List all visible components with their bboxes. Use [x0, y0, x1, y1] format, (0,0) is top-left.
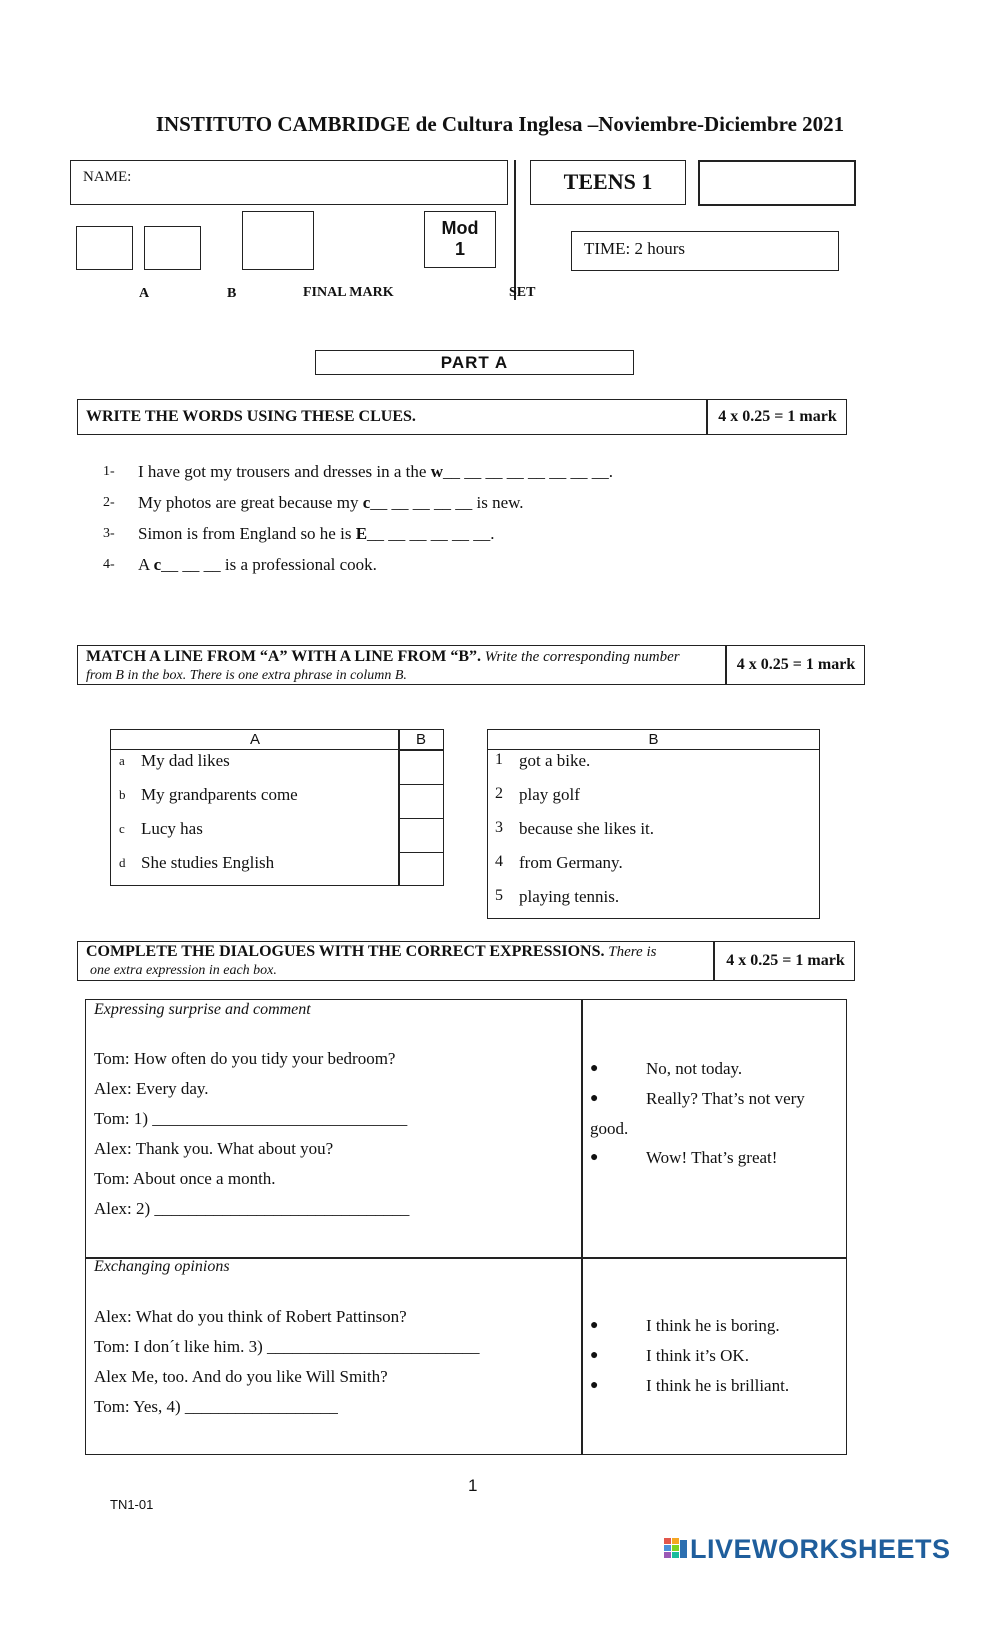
- section3-header: [77, 941, 855, 981]
- bullet-icon: ●: [590, 1091, 599, 1106]
- section1-divider: [706, 400, 708, 434]
- set-input-box[interactable]: [698, 160, 856, 206]
- instruction-italic: one extra expression in each box.: [90, 963, 277, 978]
- section3-mark: 4 x 0.25 = 1 mark: [726, 952, 845, 969]
- brand-name: LIVEWORKSHEETS: [690, 1534, 951, 1564]
- dialogue2-lines: [94, 1302, 480, 1422]
- section1-mark: 4 x 0.25 = 1 mark: [718, 408, 837, 425]
- row-key: d: [119, 855, 126, 870]
- option-text: I think it’s OK.: [646, 1346, 749, 1365]
- bullet-icon: ●: [590, 1378, 599, 1393]
- option-text-wrap: good.: [590, 1119, 629, 1138]
- section1-instruction: WRITE THE WORDS USING THESE CLUES.: [86, 408, 416, 425]
- grid-vertical-divider: [581, 1000, 583, 1454]
- row-text: My dad likes: [141, 751, 230, 770]
- row-text: because she likes it.: [519, 819, 655, 838]
- vertical-divider: [514, 160, 516, 300]
- mod-box: [424, 211, 496, 268]
- name-label: NAME:: [83, 169, 132, 185]
- section2-mark: 4 x 0.25 = 1 mark: [736, 656, 856, 673]
- section1-header: [77, 399, 847, 435]
- row-text: Lucy has: [141, 819, 203, 838]
- instruction-italic: There is: [604, 944, 657, 960]
- dialogue-line[interactable]: Tom: 1) ______________________________: [94, 1109, 408, 1128]
- dialogue1-heading: Expressing surprise and comment: [94, 1001, 311, 1018]
- item-number: 4-: [103, 557, 115, 572]
- label-b: B: [227, 286, 237, 301]
- row-text: got a bike.: [519, 751, 591, 770]
- item-text-before: I have got my trousers and dresses in a the: [138, 462, 431, 481]
- bullet-icon: ●: [590, 1318, 599, 1333]
- row-key: b: [119, 787, 126, 802]
- list-item: [103, 462, 115, 480]
- answer-box-c[interactable]: [398, 818, 444, 853]
- list-item: [103, 555, 115, 573]
- document-code: TN1-01: [110, 1497, 154, 1512]
- section2-header: [77, 645, 865, 685]
- mark-a-box[interactable]: [76, 226, 133, 270]
- row-text: playing tennis.: [519, 887, 620, 906]
- row-text: from Germany.: [519, 853, 623, 872]
- time-box: TIME: 2 hours: [571, 231, 839, 271]
- bullet-icon: ●: [590, 1061, 599, 1076]
- option-text: I think he is boring.: [646, 1316, 780, 1335]
- mark-b-box[interactable]: [144, 226, 201, 270]
- row-key: 4: [495, 853, 503, 870]
- item-number: 2-: [103, 495, 115, 510]
- list-item-text[interactable]: [138, 462, 613, 482]
- row-key: 3: [495, 819, 503, 836]
- item-text-after: __ __ __ __ __ is new.: [370, 493, 524, 512]
- list-item-text[interactable]: [138, 555, 377, 575]
- section2-divider: [725, 646, 727, 684]
- list-item-text[interactable]: [138, 493, 524, 513]
- row-key: c: [119, 821, 125, 836]
- item-text-before: Simon is from England so he is: [138, 524, 356, 543]
- label-final-mark: FINAL MARK: [303, 285, 394, 300]
- dialogue-line: Alex: Every day.: [94, 1079, 209, 1098]
- section3-instruction: [86, 943, 716, 980]
- dialogue-line[interactable]: Tom: I don´t like him. 3) _________________________: [94, 1337, 480, 1356]
- dialogue-line[interactable]: Alex: 2) ______________________________: [94, 1199, 410, 1218]
- item-text-after: __ __ __ __ __ __.: [367, 524, 495, 543]
- instruction-bold: MATCH A LINE FROM “A” WITH A LINE FROM “B”.: [86, 648, 481, 665]
- item-letter: E: [355, 524, 368, 543]
- section2-instruction: [86, 648, 726, 685]
- mod-number: 1: [454, 239, 465, 259]
- option-text: I think he is brilliant.: [646, 1376, 790, 1395]
- name-box[interactable]: [70, 160, 508, 205]
- row-key: a: [119, 753, 125, 768]
- dialogue-line[interactable]: Tom: Yes, 4) __________________: [94, 1397, 338, 1416]
- item-letter: c: [362, 493, 371, 512]
- dialogue-line: Alex: Thank you. What about you?: [94, 1139, 334, 1158]
- brand-logo-icon: [664, 1538, 688, 1560]
- final-mark-box[interactable]: [242, 211, 314, 270]
- instruction-italic: Write the corresponding number: [481, 649, 680, 665]
- col-b-list-header: B: [488, 730, 819, 750]
- option-text: No, not today.: [646, 1059, 743, 1078]
- row-key: 2: [495, 785, 503, 802]
- part-title: PART A: [315, 350, 634, 375]
- dialogue-line: Tom: About once a month.: [94, 1169, 276, 1188]
- dialogue2-heading: Exchanging opinions: [94, 1258, 230, 1275]
- bullet-icon: ●: [590, 1150, 599, 1165]
- item-letter: c: [153, 555, 162, 574]
- col-b-header: B: [399, 730, 443, 750]
- answer-box-a[interactable]: [398, 750, 444, 785]
- row-text: My grandparents come: [141, 785, 298, 804]
- item-letter: w: [430, 462, 443, 481]
- instruction-italic: from B in the box. There is one extra phrase in column B.: [86, 668, 407, 683]
- item-text-before: My photos are great because my: [138, 493, 363, 512]
- answer-box-d[interactable]: [398, 852, 444, 886]
- dialogue1-lines: [94, 1044, 409, 1224]
- row-key: 5: [495, 887, 503, 904]
- mod-label: Mod: [441, 218, 479, 238]
- item-number: 1-: [103, 464, 115, 479]
- row-text: play golf: [519, 785, 580, 804]
- dialogue-line: Alex: What do you think of Robert Pattinson?: [94, 1307, 407, 1326]
- item-text-after: __ __ __ __ __ __ __ __.: [442, 462, 613, 481]
- instruction-bold: COMPLETE THE DIALOGUES WITH THE CORRECT EXPRESSIONS.: [86, 943, 605, 960]
- item-text-after: __ __ __ is a professional cook.: [161, 555, 377, 574]
- page-number: 1: [468, 1476, 478, 1495]
- list-item-text[interactable]: [138, 524, 495, 544]
- row-text: She studies English: [141, 853, 275, 872]
- dialogue-line: Tom: How often do you tidy your bedroom?: [94, 1049, 396, 1068]
- row-key: 1: [495, 751, 503, 768]
- label-a: A: [139, 286, 150, 301]
- level-box: TEENS 1: [530, 160, 686, 205]
- list-item: [103, 524, 115, 542]
- section3-divider: [713, 942, 715, 980]
- option-text: Wow! That’s great!: [646, 1148, 778, 1167]
- item-text-before: A: [138, 555, 154, 574]
- document-title: INSTITUTO CAMBRIDGE de Cultura Inglesa –Noviembre-Diciembre 2021: [155, 112, 845, 136]
- col-a-header: A: [111, 730, 399, 750]
- answer-box-b[interactable]: [398, 784, 444, 819]
- dialogue-line: Alex Me, too. And do you like Will Smith?: [94, 1367, 388, 1386]
- list-item: [103, 493, 115, 511]
- option-text: Really? That’s not very: [646, 1089, 805, 1108]
- item-number: 3-: [103, 526, 115, 541]
- bullet-icon: ●: [590, 1348, 599, 1363]
- label-set: SET: [509, 285, 536, 300]
